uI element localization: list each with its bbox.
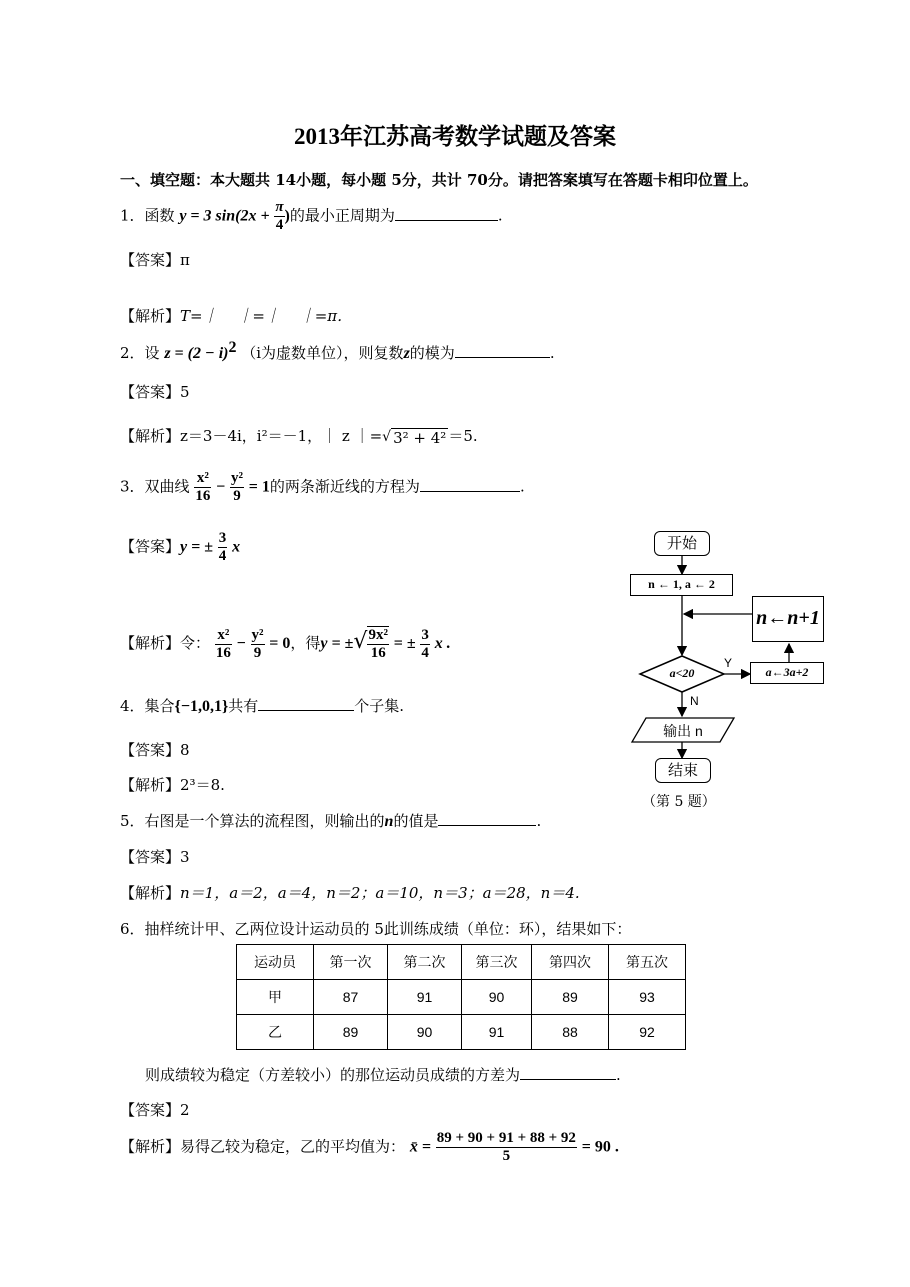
table-header: 第五次 <box>609 945 686 980</box>
question-5: 5．右图是一个算法的流程图，则输出的n的值是 . <box>120 812 542 830</box>
table-cell: 89 <box>314 1015 388 1050</box>
fraction: $\frac{3}{4}$ <box>218 530 227 564</box>
analysis-5: 【解析】n＝1，a＝2，a＝4，n＝2；a＝10，n＝3；a＝28，n＝4. <box>120 884 580 902</box>
flowchart-init: n ← 1, a ← 2 <box>630 574 733 596</box>
section-header: 一、填空题：本大题共 14小题，每小题 5分，共计 70分。请把答案填写在答题卡相印位置上。 <box>120 171 758 189</box>
flowchart-yes: Y <box>724 656 733 670</box>
fraction: $\frac{\pi}{4}$ <box>275 199 284 233</box>
page-title: 2013年江苏高考数学试题及答案 <box>294 124 616 149</box>
table-cell: 90 <box>462 980 532 1015</box>
flowchart-no: N <box>690 694 699 708</box>
question-6: 6．抽样统计甲、乙两位设计运动员的 5此训练成绩（单位：环），结果如下： <box>120 920 632 938</box>
table-header: 第三次 <box>462 945 532 980</box>
table-cell: 乙 <box>237 1015 314 1050</box>
table-cell: 90 <box>388 1015 462 1050</box>
analysis-2: 【解析】z＝3－4i，i²＝－1，｜ z ｜=√ 3² + 4² ＝5. <box>120 427 478 447</box>
fraction: $\frac{\text{x²}}{16}$ <box>215 626 231 661</box>
table-cell: 甲 <box>237 980 314 1015</box>
table-cell: 88 <box>532 1015 609 1050</box>
flowchart-caption: （第 5 题） <box>642 794 716 810</box>
flowchart-output: 输出 n <box>663 723 703 739</box>
table-cell: 89 <box>532 980 609 1015</box>
table-cell: 91 <box>388 980 462 1015</box>
flowchart-end: 结束 <box>655 758 711 783</box>
question-6-follow: 则成绩较为稳定（方差较小）的那位运动员成绩的方差为 . <box>145 1066 621 1084</box>
question-1: 1．函数 y = 3 sin(2x + $\frac{\pi}{4}$ )的最小正周期为 . <box>120 199 503 233</box>
question-3: 3．双曲线 $\frac{\text{x²}}{16}$ − $\frac{\text{y²}}{9}$ = 1的两条渐近线的方程为 . <box>120 470 525 504</box>
flowchart-update-a: a←3a+2 <box>750 662 824 684</box>
analysis-4: 【解析】2³＝8. <box>120 776 225 794</box>
answer-2: 【答案】5 <box>120 383 190 401</box>
table-cell: 93 <box>609 980 686 1015</box>
answer-1: 【答案】π <box>120 251 190 269</box>
answer-5: 【答案】3 <box>120 848 190 866</box>
table-header: 第二次 <box>388 945 462 980</box>
analysis-3: 【解析】令： $\frac{\text{x²}}{16}$ − $\frac{\text{y²}}{9}$ = 0，得y = ±√ $\frac{\text{9x²}}{16}$ = ± $\frac{3}{4}$ x . <box>120 626 451 661</box>
fraction: $\frac{89 + 90 + 91 + 88 + 92}{5}$ <box>436 1130 576 1164</box>
answer-3: 【答案】y = ± $\frac{3}{4}$ x <box>120 530 241 564</box>
table-cell: 87 <box>314 980 388 1015</box>
fraction: $\frac{\text{9x²}}{16}$ <box>368 627 388 661</box>
answer-4: 【答案】8 <box>120 741 190 759</box>
question-4: 4．集合{−1,0,1}共有 个子集. <box>120 697 405 715</box>
flowchart-start: 开始 <box>654 531 710 556</box>
flowchart-update-n: n←n+1 <box>752 596 824 642</box>
fraction: $\frac{3}{4}$ <box>421 626 429 661</box>
table-header-row <box>237 945 686 980</box>
table-cell: 92 <box>609 1015 686 1050</box>
table-header: 第四次 <box>532 945 609 980</box>
answer-6: 【答案】2 <box>120 1101 190 1119</box>
scores-table <box>236 944 686 1050</box>
table-header: 第一次 <box>314 945 388 980</box>
analysis-6: 【解析】易得乙较为稳定，乙的平均值为： x̄ = $\frac{89 + 90 + 91 + 88 + 92}{5}$ = 90 . <box>120 1130 619 1164</box>
table-row <box>237 1015 686 1050</box>
answer-blank <box>520 1079 616 1080</box>
flowchart-condition: a<20 <box>669 666 695 680</box>
fraction: $\frac{\text{y²}}{9}$ <box>231 470 244 504</box>
table-cell: 91 <box>462 1015 532 1050</box>
question-2: 2．设 $z = (2 - i)^2$ （i为虚数单位），则复数z的模为 . <box>120 339 555 362</box>
fraction: $\frac{\text{x²}}{16}$ <box>195 470 211 504</box>
table-header: 运动员 <box>237 945 314 980</box>
fraction: $\frac{\text{y²}}{9}$ <box>251 626 264 661</box>
table-row <box>237 980 686 1015</box>
analysis-1: 【解析】T=｜ ｜=｜ ｜=π． <box>120 307 353 325</box>
